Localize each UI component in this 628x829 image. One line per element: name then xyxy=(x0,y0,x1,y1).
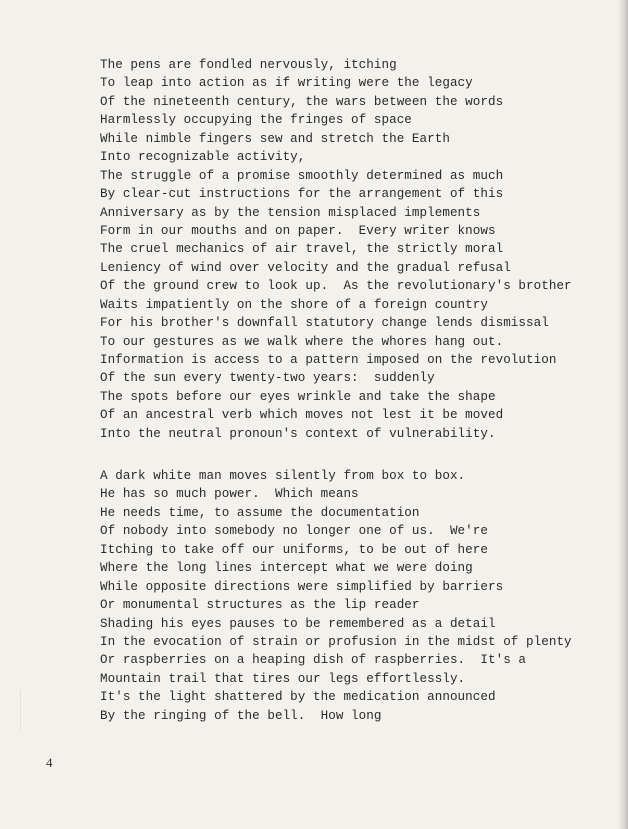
poem-line: Or raspberries on a heaping dish of raspberries. It's a xyxy=(100,653,527,668)
poem-line: To our gestures as we walk where the whores hang out. xyxy=(100,334,504,349)
poem-line: Information is access to a pattern imposed on the revolution xyxy=(100,353,557,367)
poem-line: Form in our mouths and on paper. Every writer knows xyxy=(100,223,496,238)
poem-line: To leap into action as if writing were the legacy xyxy=(100,76,473,91)
scan-artifact xyxy=(20,690,21,730)
poem-line: Harmlessly occupying the fringes of space xyxy=(100,113,412,128)
poem-line: By clear-cut instructions for the arrangement of this xyxy=(100,187,504,202)
poem-line: The struggle of a promise smoothly determined as much xyxy=(100,168,504,183)
poem-line: Waits impatiently on the shore of a foreign country xyxy=(100,297,488,312)
poem-line: While nimble fingers sew and stretch the Earth xyxy=(100,131,450,146)
poem-line: The cruel mechanics of air travel, the strictly moral xyxy=(100,242,504,257)
poem-line: Anniversary as by the tension misplaced implements xyxy=(100,205,481,220)
page-number: 4 xyxy=(46,755,53,770)
poem-line: Into recognizable activity, xyxy=(100,150,306,165)
poem-line: Into the neutral pronoun's context of vulnerability. xyxy=(100,426,496,441)
poem-line: Mountain trail that tires our legs effortlessly. xyxy=(100,671,466,686)
poem-line: Of the sun every twenty-two years: suddenly xyxy=(100,371,435,386)
poem-line: The spots before our eyes wrinkle and take the shape xyxy=(100,389,496,404)
poem-line: In the evocation of strain or profusion in the midst of plenty xyxy=(100,634,572,649)
poem-line: Leniency of wind over velocity and the gradual refusal xyxy=(100,260,511,275)
poem-line: A dark white man moves silently from box to box. xyxy=(100,469,466,483)
poem-line: Of nobody into somebody no longer one of us. We're xyxy=(100,524,488,539)
poem-line: While opposite directions were simplified by barriers xyxy=(100,579,504,594)
poem-line: Of the ground crew to look up. As the revolutionary's brother xyxy=(100,279,572,294)
poem-line: Or monumental structures as the lip reader xyxy=(100,598,420,613)
poem-line: Of the nineteenth century, the wars between the words xyxy=(100,94,504,109)
poem-line: Of an ancestral verb which moves not lest it be moved xyxy=(100,408,504,423)
poem-stanza-2 xyxy=(100,467,572,725)
poem-line: For his brother's downfall statutory change lends dismissal xyxy=(100,316,549,331)
poem-line: Shading his eyes pauses to be remembered as a detail xyxy=(100,616,496,631)
poem-line: He has so much power. Which means xyxy=(100,487,359,502)
poem-line: Where the long lines intercept what we were doing xyxy=(100,561,473,576)
page-edge-shadow xyxy=(618,0,628,829)
poem-line: He needs time, to assume the documentation xyxy=(100,505,420,520)
poem-line: The pens are fondled nervously, itching xyxy=(100,58,397,72)
poem-line: It's the light shattered by the medication announced xyxy=(100,690,496,705)
poem-stanza-1 xyxy=(100,56,572,443)
poem-line: Itching to take off our uniforms, to be out of here xyxy=(100,542,488,557)
poem-line: By the ringing of the bell. How long xyxy=(100,708,382,723)
